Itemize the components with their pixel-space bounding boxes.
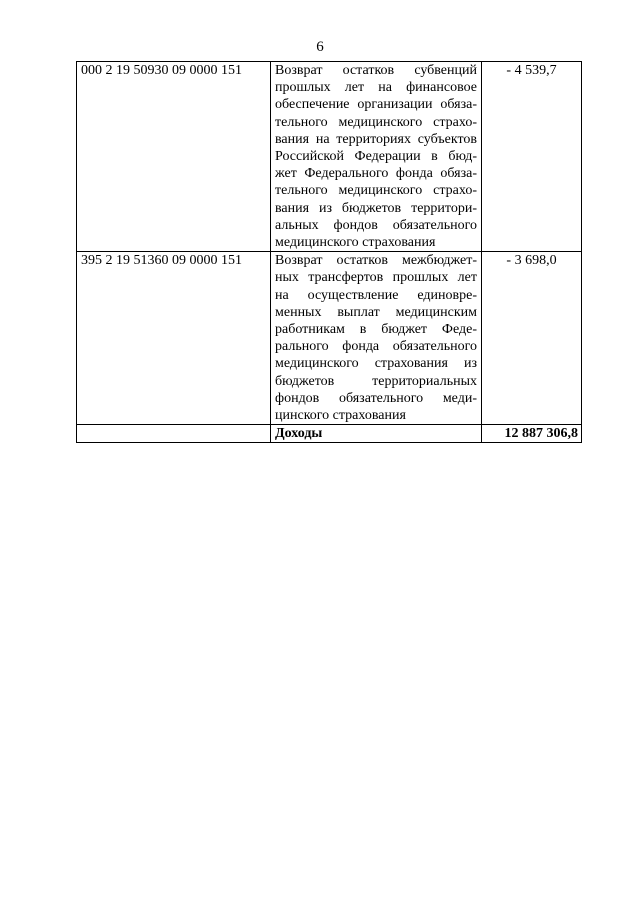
total-amount: 12 887 306,8 bbox=[482, 425, 582, 443]
description-line: Российской Федерации в бюд- bbox=[275, 149, 477, 165]
budget-classification-code: 000 2 19 50930 09 0000 151 bbox=[77, 62, 271, 252]
revenue-description bbox=[271, 62, 482, 252]
description-line: тельного медицинского страхо- bbox=[275, 114, 477, 130]
total-code bbox=[77, 425, 271, 443]
description-line: медицинского страхования bbox=[275, 235, 436, 251]
total-row bbox=[77, 425, 582, 443]
description-line: Возврат остатков межбюджет- bbox=[275, 253, 477, 269]
description-line: вания на территориях субъектов bbox=[275, 131, 477, 147]
amount-value: - 3 698,0 bbox=[482, 252, 582, 425]
page-number: 6 bbox=[316, 39, 324, 55]
amount-value: - 4 539,7 bbox=[482, 62, 582, 252]
revenue-description bbox=[271, 252, 482, 425]
description-line: Возврат остатков субвенций bbox=[275, 63, 477, 78]
revenue-table bbox=[76, 61, 582, 443]
total-label: Доходы bbox=[271, 425, 482, 443]
description-line: тельного медицинского страхо- bbox=[275, 183, 477, 199]
description-line: вания из бюджетов территори- bbox=[275, 200, 477, 216]
description-line: обеспечение организации обяза- bbox=[275, 97, 477, 113]
description-line: работникам в бюджет Феде- bbox=[275, 322, 477, 338]
budget-classification-code: 395 2 19 51360 09 0000 151 bbox=[77, 252, 271, 425]
table-row bbox=[77, 62, 582, 252]
table-row bbox=[77, 252, 582, 425]
description-line: менных выплат медицинским bbox=[275, 304, 477, 320]
description-line: прошлых лет на финансовое bbox=[275, 80, 477, 96]
description-line: ных трансфертов прошлых лет bbox=[275, 270, 477, 286]
description-line: на осуществление единовре- bbox=[275, 287, 477, 303]
description-line: медицинского страхования из bbox=[275, 356, 477, 372]
description-line: цинского страхования bbox=[275, 408, 406, 424]
description-line: фондов обязательного меди- bbox=[275, 390, 477, 406]
description-line: бюджетов территориальных bbox=[275, 373, 477, 389]
description-line: рального фонда обязательного bbox=[275, 339, 477, 355]
description-line: альных фондов обязательного bbox=[275, 217, 477, 233]
description-line: жет Федерального фонда обяза- bbox=[275, 166, 477, 182]
